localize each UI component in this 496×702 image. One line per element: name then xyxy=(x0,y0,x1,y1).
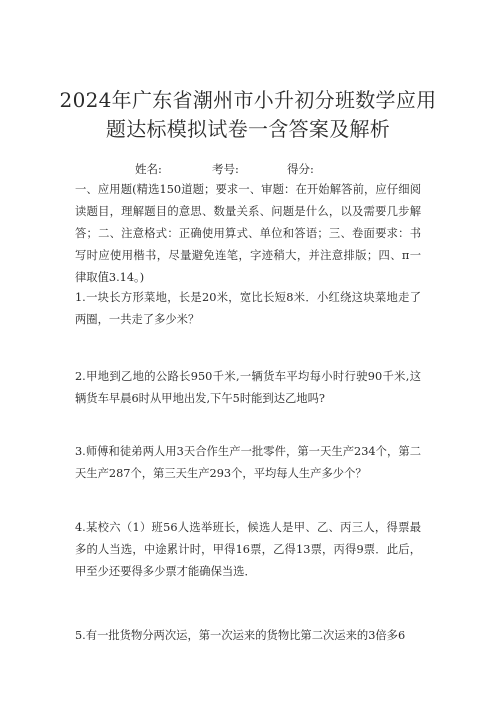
question-3: 3.师傅和徒弟两人用3天合作生产一批零件，第一天生产234个，第二天生产287个，第三天生产293个，平均每人生产多少个？ xyxy=(75,445,421,480)
page-title-line-2: 题达标模拟试卷一含答案及解析 xyxy=(105,117,391,141)
page-title-line-1: 2024年广东省潮州市小升初分班数学应用 xyxy=(59,88,437,112)
student-info-row xyxy=(0,161,496,181)
question-5: 5.有一批货物分两次运，第一次运来的货物比第二次运来的3倍多6 xyxy=(75,629,406,642)
score-label: 得分: xyxy=(287,162,314,176)
question-1: 1.一块长方形菜地，长是20米，宽比长短8米．小红绕这块菜地走了两圈，一共走了多少米？ xyxy=(75,291,421,326)
question-4: 4.某校六（1）班56人选举班长，候选人是甲、乙、丙三人，得票最多的人当选，中途累计时，甲得16票，乙得13票，丙得9票．此后，甲至少还要得多少票才能确保当选． xyxy=(75,521,421,578)
question-2: 2.甲地到乙地的公路长950千米,一辆货车平均每小时行驶90千米,这辆货车早晨6时从甲地出发,下午5时能到达乙地吗? xyxy=(75,370,421,405)
name-label: 姓名: xyxy=(135,162,162,176)
exam-number-label: 考号: xyxy=(212,162,239,176)
instructions-paragraph: 一、应用题(精选150道题；要求一、审题：在开始解答前，应仔细阅读题目，理解题目的意思、数量关系、问题是什么，以及需要几步解答；二、注意格式：正确使用算式、单位和答语；三、卷面要求：书写时应使用楷书，尽量避免连笔，字迹稍大，并注意排版；四、π一律取值3.14。) xyxy=(75,183,421,284)
